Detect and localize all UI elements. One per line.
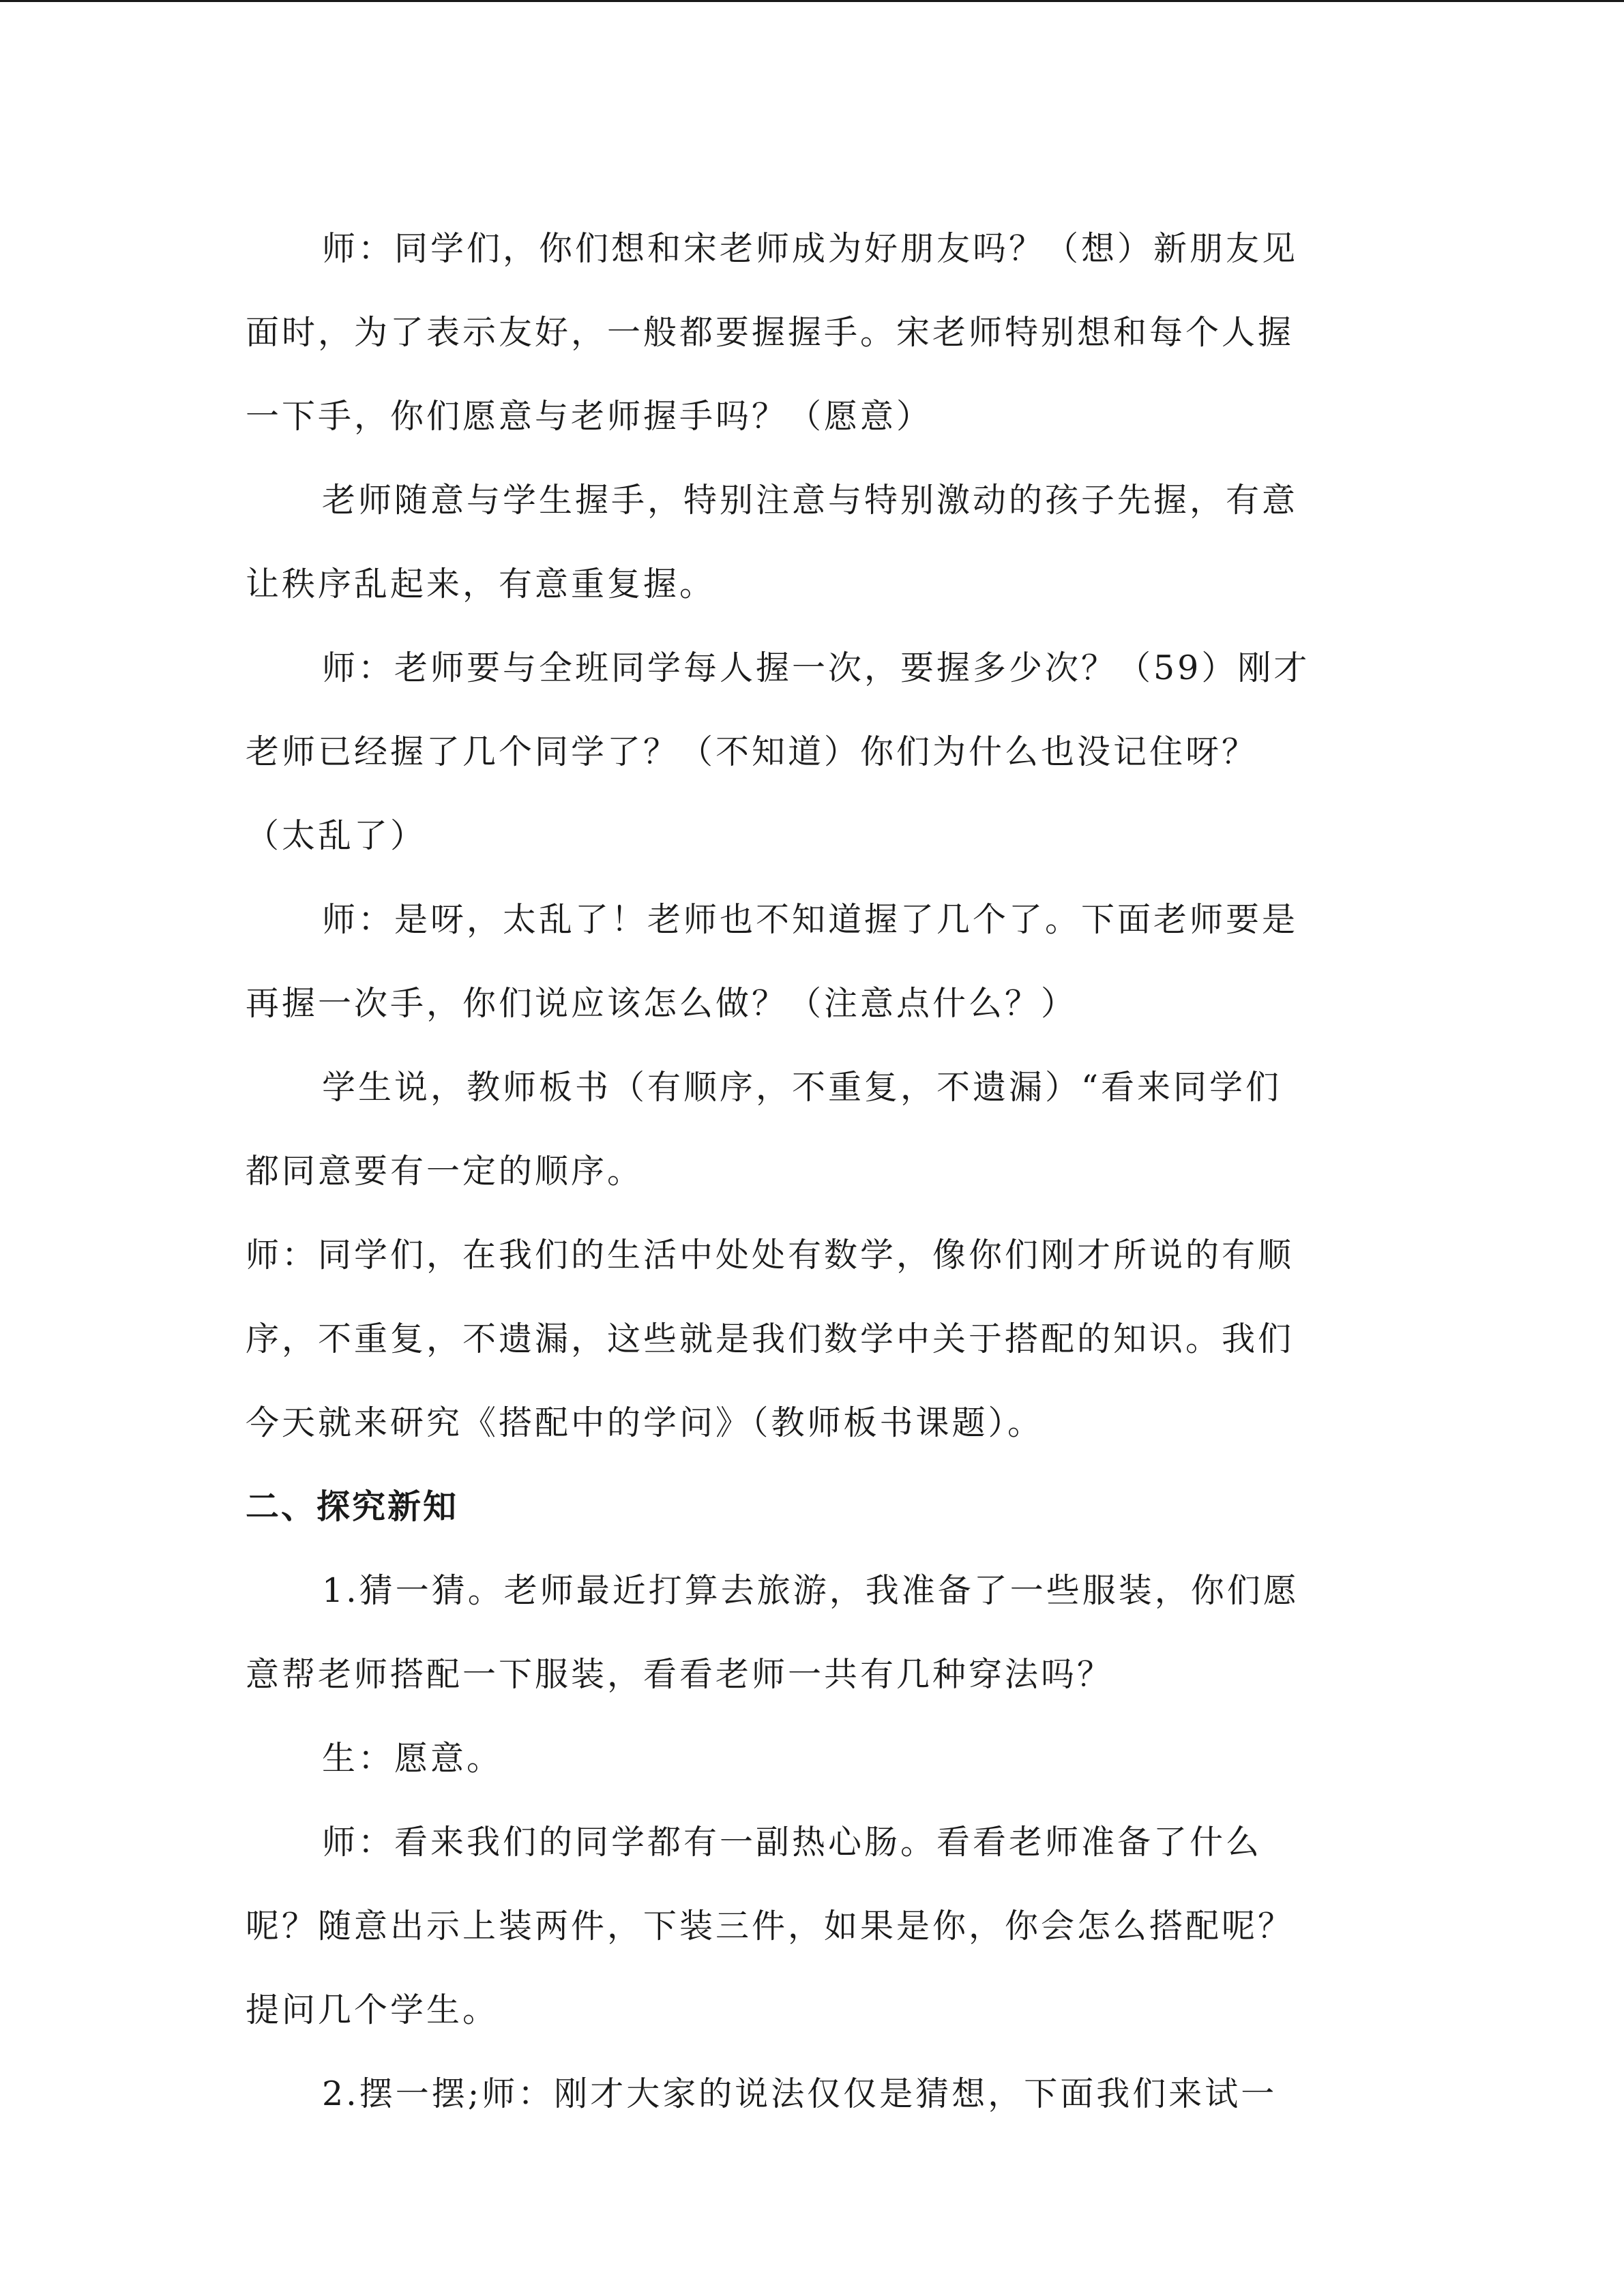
- text-line: 提问几个学生。: [246, 1991, 499, 2029]
- document-page: [246, 207, 1364, 2136]
- text-line: 老师已经握了几个同学了？（不知道）你们为什么也没记住呀？: [246, 732, 1258, 771]
- text-line: 师：同学们，在我们的生活中处处有数学，像你们刚才所说的有顺: [246, 1236, 1295, 1274]
- text-line: 一下手，你们愿意与老师握手吗？（愿意）: [246, 397, 933, 436]
- text-line: 师：同学们，你们想和宋老师成为好朋友吗？（想）新朋友见: [322, 229, 1299, 268]
- text-line: 都同意要有一定的顺序。: [246, 1152, 644, 1191]
- section-heading: 二、探究新知: [246, 1487, 459, 1526]
- text-line: 师：老师要与全班同学每人握一次，要握多少次？（59）刚才: [322, 648, 1310, 687]
- text-line: （太乱了）: [246, 816, 427, 855]
- text-line: 序，不重复，不遗漏，这些就是我们数学中关于搭配的知识。我们: [246, 1320, 1295, 1358]
- text-line: 师：看来我们的同学都有一副热心肠。看看老师准备了什么: [322, 1823, 1263, 1862]
- text-line: 生：愿意。: [322, 1739, 503, 1778]
- top-border-line: [0, 0, 1624, 2]
- text-line: 再握一次手，你们说应该怎么做？（注意点什么？）: [246, 984, 1078, 1023]
- text-line: 老师随意与学生握手，特别注意与特别激动的孩子先握，有意: [322, 481, 1299, 520]
- text-line: 学生说，教师板书（有顺序，不重复，不遗漏）“看来同学们: [322, 1068, 1282, 1107]
- text-line: 呢？随意出示上装两件，下装三件，如果是你，你会怎么搭配呢？: [246, 1907, 1295, 1945]
- text-line: 2.摆一摆;师：刚才大家的说法仅仅是猜想，下面我们来试一: [322, 2074, 1278, 2113]
- text-line: 面时，为了表示友好，一般都要握握手。宋老师特别想和每个人握: [246, 313, 1295, 352]
- text-line: 1.猜一猜。老师最近打算去旅游，我准备了一些服装，你们愿: [322, 1571, 1299, 1610]
- text-line: 意帮老师搭配一下服装，看看老师一共有几种穿法吗？: [246, 1655, 1114, 1694]
- text-line: 师：是呀，太乱了！老师也不知道握了几个了。下面老师要是: [322, 900, 1299, 939]
- text-line: 今天就来研究《搭配中的学问》（教师板书课题）。: [246, 1403, 1044, 1442]
- text-line: 让秩序乱起来，有意重复握。: [246, 565, 716, 603]
